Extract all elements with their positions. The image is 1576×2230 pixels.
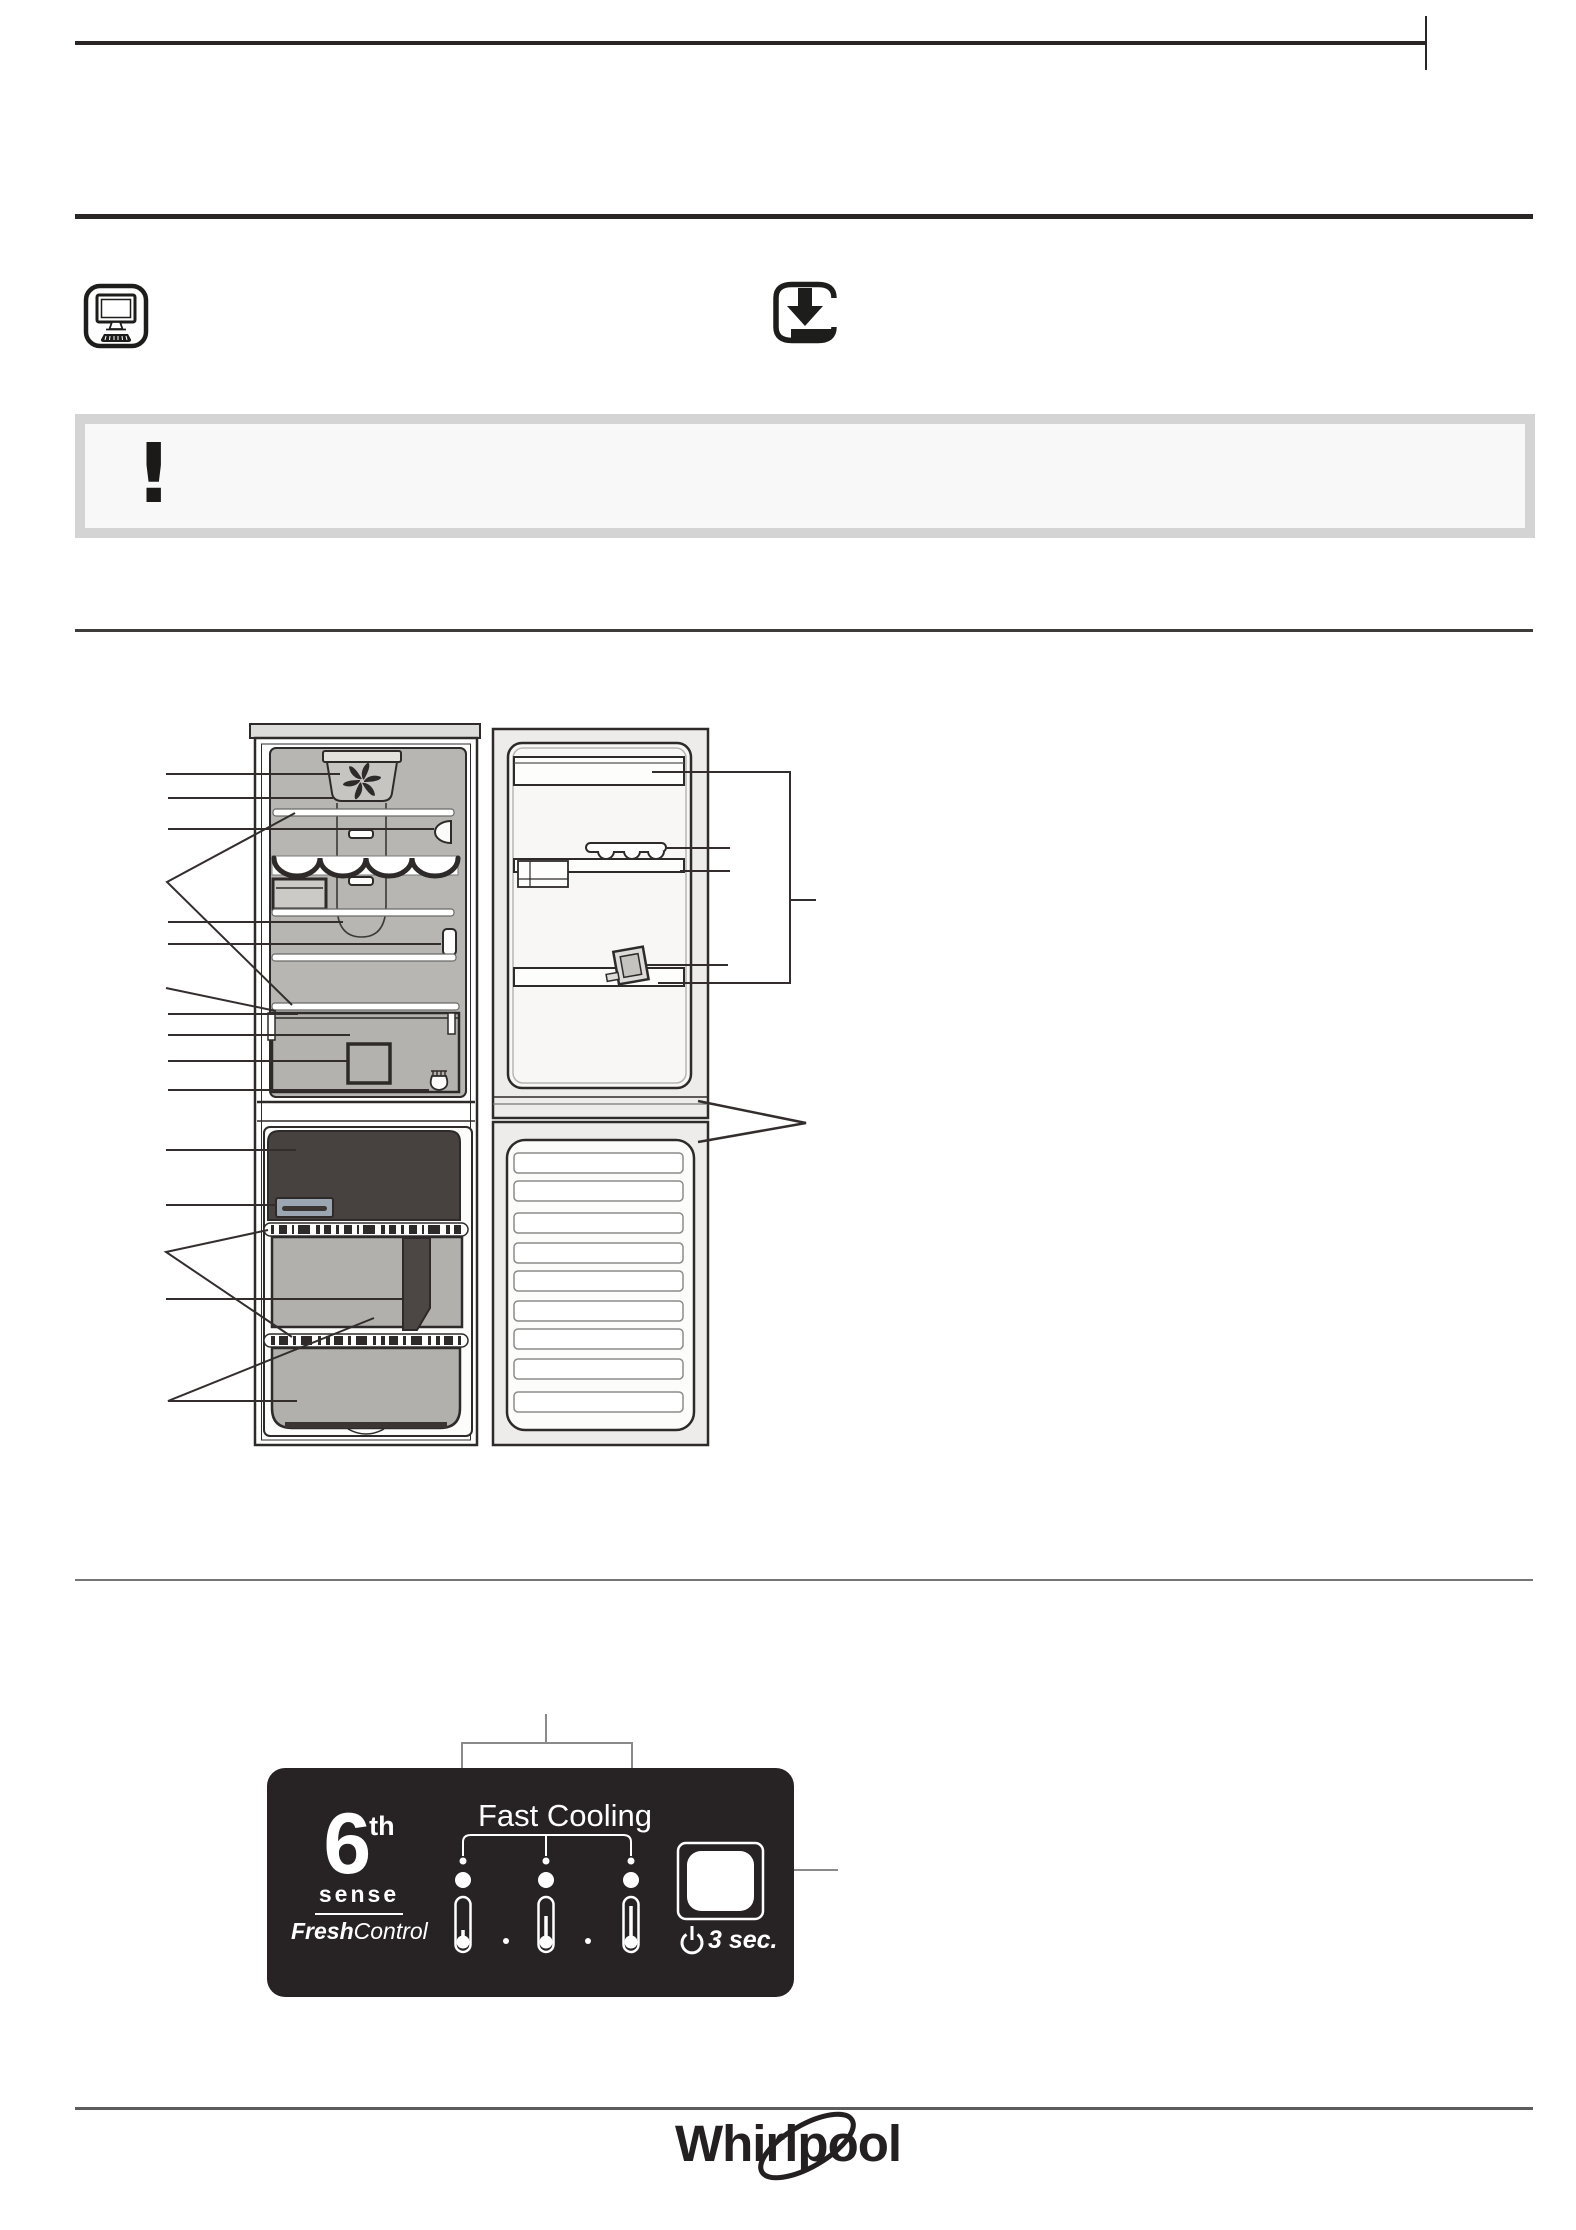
whirlpool-logo-swoosh [720,2095,900,2205]
down-arrow [787,288,823,326]
section-rule-3 [75,1579,1533,1581]
hold-3sec-label: 3 sec. [708,1926,778,1954]
dairy-box [273,879,326,909]
glass-shelf-1 [273,809,454,816]
fan-cover-lid [323,751,401,762]
fridge-cabinet [250,724,480,1445]
computer-icon [83,283,149,349]
cabinet-top-cap [250,724,480,738]
th-superscript: th [369,1811,395,1841]
separator-dot-1 [503,1938,509,1944]
air-vent-lower [349,877,373,885]
panel-callout-vertical [545,1714,547,1743]
freezer-door-slats [514,1153,683,1412]
arrow-base-bar [791,329,832,339]
fresh-word: Fresh [291,1918,354,1945]
header-tick [1425,16,1427,70]
glass-shelf-2 [272,909,454,916]
control-panel [267,1768,794,1997]
section-rule-top [75,214,1533,219]
fridge-door [493,729,708,1118]
exclamation-icon: ! [135,427,173,522]
panel-callout-bracket-right [631,1742,633,1768]
freezer-flap [403,1238,430,1330]
power-button-face [687,1851,754,1911]
freezer-middle-drawer [272,1237,462,1327]
whirlpool-wordmark-text: Whirlpool [674,2115,902,2172]
thermometer-icons [456,1897,639,1952]
glass-shelf-3 [272,954,456,961]
panel-callout-right [794,1869,838,1871]
monitor-stand [110,322,123,329]
crisper-cover-shelf [272,1003,459,1010]
fridge-door-liner [508,743,691,1088]
freezer-handle-slot [282,1206,327,1211]
callout-door-gap-arrow [698,1101,806,1142]
freezer-door [493,1122,708,1445]
control-word: Control [353,1918,428,1945]
shelf-bracket [443,929,456,955]
panel-callout-bracket-left [461,1742,463,1768]
section-rule-2 [75,629,1533,632]
air-vent-upper [349,830,373,838]
sense-label: sense [318,1881,400,1908]
refrigerator-diagram [160,710,850,1470]
warning-box [75,414,1535,538]
freezer-bottom-drawer [272,1348,460,1428]
led-indicators [455,1858,639,1889]
download-icon [772,281,838,344]
fan-cover-body [327,762,397,801]
separator-dot-2 [585,1938,591,1944]
header-rule [75,41,1427,45]
panel-callout-bracket-top [461,1742,633,1744]
fast-cooling-label: Fast Cooling [477,1798,653,1833]
butter-compartment [518,861,568,887]
swoosh-ellipse [751,2102,862,2190]
crisper-tab-right [448,1013,455,1034]
power-icon [682,1926,702,1953]
six-digit: 6 [323,1796,370,1892]
panel-graphics [267,1768,794,1997]
